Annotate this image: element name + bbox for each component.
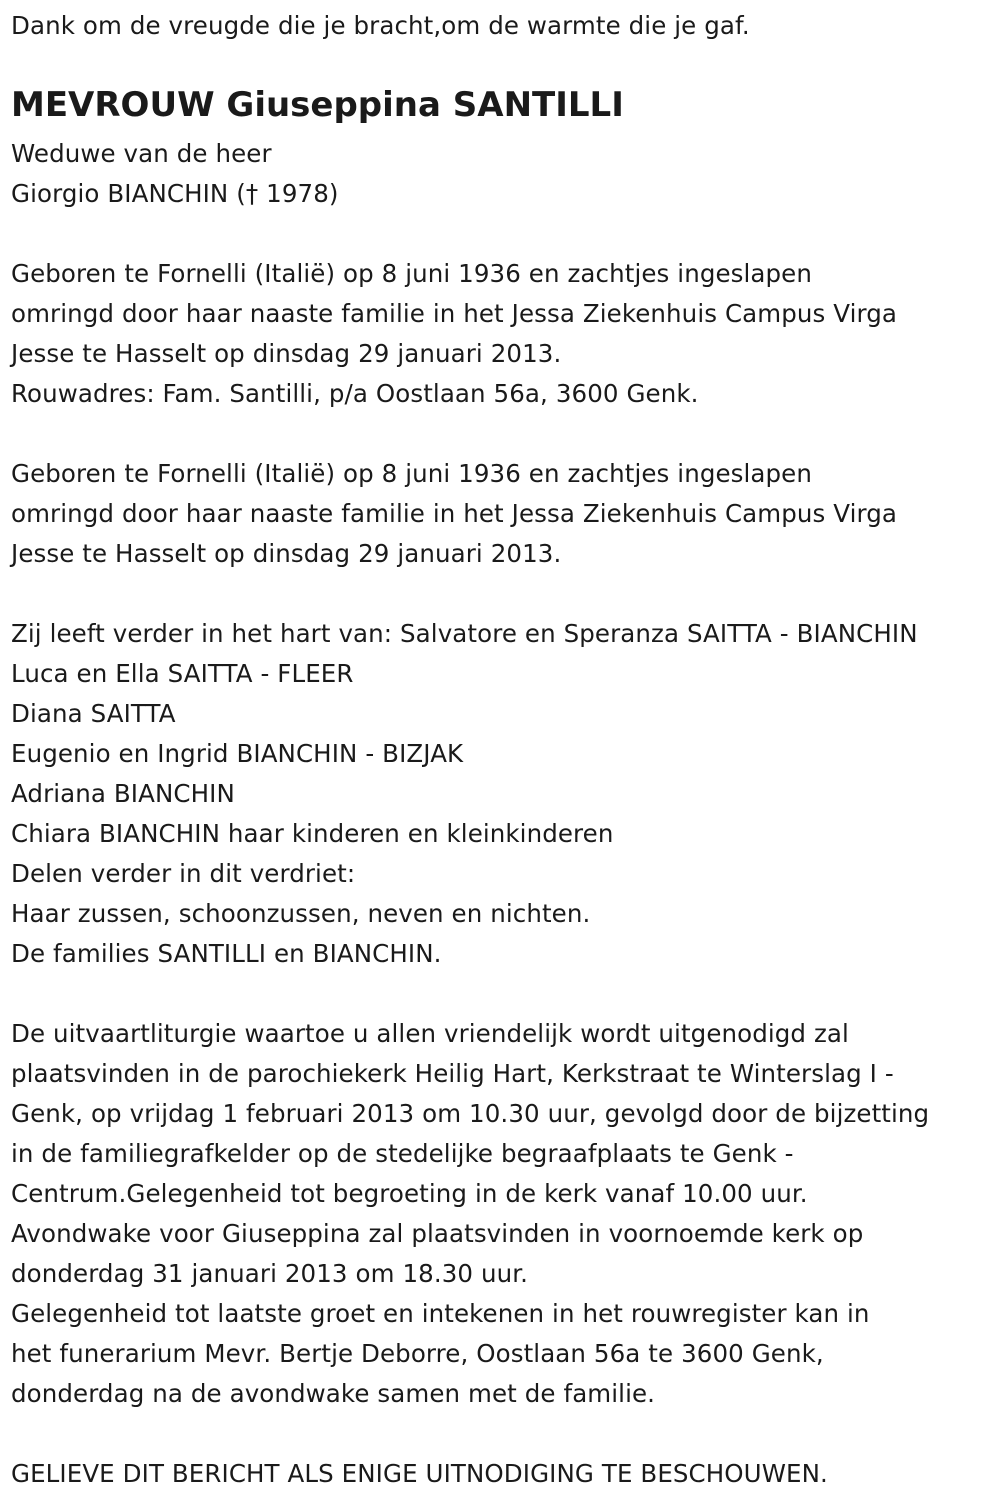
funeral-line: Avondwake voor Giuseppina zal plaatsvinden in voornoemde kerk op [11, 1219, 864, 1248]
family-line: Chiara BIANCHIN haar kinderen en kleinkinderen [11, 819, 614, 848]
family-line: Zij leeft verder in het hart van: Salvatore en Speranza SAITTA - BIANCHIN [11, 619, 918, 648]
family-line: Haar zussen, schoonzussen, neven en nichten. [11, 899, 591, 928]
birth-death-block [11, 254, 897, 414]
tagline: Dank om de vreugde die je bracht,om de warmte die je gaf. [11, 11, 750, 40]
funeral-block [11, 1014, 929, 1414]
widow-block [11, 134, 339, 214]
family-block [11, 614, 918, 974]
funeral-line: plaatsvinden in de parochiekerk Heilig Hart, Kerkstraat te Winterslag I - [11, 1059, 894, 1088]
funeral-line: Centrum.Gelegenheid tot begroeting in de kerk vanaf 10.00 uur. [11, 1179, 808, 1208]
family-line: Adriana BIANCHIN [11, 779, 235, 808]
funeral-line: Gelegenheid tot laatste groet en intekenen in het rouwregister kan in [11, 1299, 870, 1328]
funeral-line: donderdag 31 januari 2013 om 18.30 uur. [11, 1259, 529, 1288]
birth-death-line: Geboren te Fornelli (Italië) op 8 juni 1936 en zachtjes ingeslapen [11, 459, 812, 488]
mourning-address: Rouwadres: Fam. Santilli, p/a Oostlaan 56a, 3600 Genk. [11, 379, 699, 408]
family-line: Delen verder in dit verdriet: [11, 859, 356, 888]
family-line: Diana SAITTA [11, 699, 176, 728]
family-line: Luca en Ella SAITTA - FLEER [11, 659, 354, 688]
widow-line: Giorgio BIANCHIN († 1978) [11, 179, 339, 208]
birth-death-block-repeat [11, 454, 897, 574]
funeral-line: Genk, op vrijdag 1 februari 2013 om 10.30 uur, gevolgd door de bijzetting [11, 1099, 930, 1128]
funeral-line: donderdag na de avondwake samen met de familie. [11, 1379, 656, 1408]
deceased-name: MEVROUW Giuseppina SANTILLI [11, 85, 624, 125]
widow-line: Weduwe van de heer [11, 139, 272, 168]
birth-death-line: omringd door haar naaste familie in het Jessa Ziekenhuis Campus Virga [11, 299, 898, 328]
funeral-line: het funerarium Mevr. Bertje Deborre, Oostlaan 56a te 3600 Genk, [11, 1339, 824, 1368]
funeral-line: De uitvaartliturgie waartoe u allen vriendelijk wordt uitgenodigd zal [11, 1019, 849, 1048]
funeral-line: in de familiegrafkelder op de stedelijke begraafplaats te Genk - [11, 1139, 794, 1168]
family-line: De families SANTILLI en BIANCHIN. [11, 939, 442, 968]
birth-death-line: Jesse te Hasselt op dinsdag 29 januari 2013. [11, 539, 562, 568]
birth-death-line: Geboren te Fornelli (Italië) op 8 juni 1936 en zachtjes ingeslapen [11, 259, 812, 288]
family-line: Eugenio en Ingrid BIANCHIN - BIZJAK [11, 739, 464, 768]
birth-death-line: omringd door haar naaste familie in het Jessa Ziekenhuis Campus Virga [11, 499, 898, 528]
birth-death-line: Jesse te Hasselt op dinsdag 29 januari 2013. [11, 339, 562, 368]
closing-notice: GELIEVE DIT BERICHT ALS ENIGE UITNODIGING TE BESCHOUWEN. [11, 1459, 828, 1488]
